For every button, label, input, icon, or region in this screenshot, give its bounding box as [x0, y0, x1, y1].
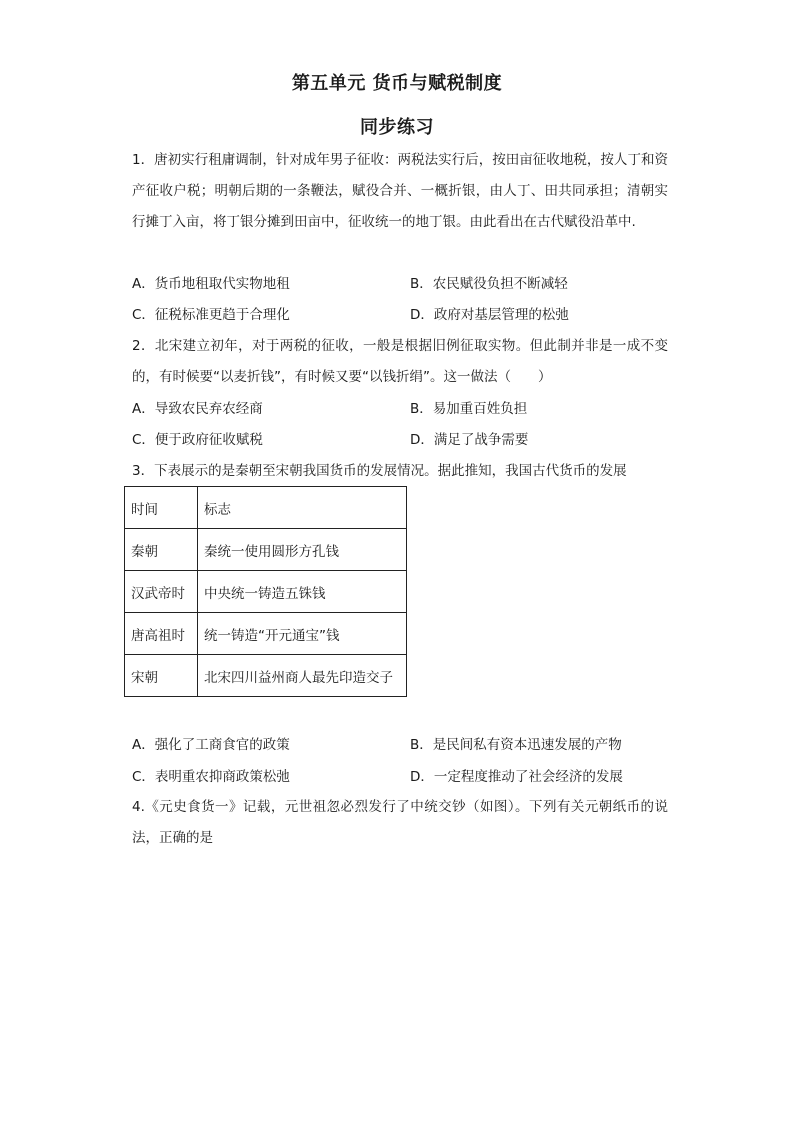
- table-cell-event: 秦统一使用圆形方孔钱: [198, 529, 407, 571]
- question-4-stem: 4.《元史食货一》记载，元世祖忽必烈发行了中统交钞（如图）。下列有关元朝纸币的说法，正确的是: [132, 799, 668, 846]
- q3-option-d: D．一定程度推动了社会经济的发展: [410, 769, 623, 785]
- q3-option-a: A．强化了工商食官的政策: [132, 737, 290, 753]
- q2-option-a: A．导致农民弃农经商: [132, 401, 263, 417]
- currency-history-table: [124, 486, 407, 697]
- table-cell-event: 中央统一铸造五铢钱: [198, 571, 407, 613]
- table-cell-event: 统一铸造“开元通宝”钱: [198, 613, 407, 655]
- q2-option-c: C．便于政府征收赋税: [132, 432, 263, 448]
- table-header-cell: 时间: [125, 487, 198, 529]
- question-3-stem: 3．下表展示的是秦朝至宋朝我国货币的发展情况。据此推知，我国古代货币的发展: [132, 463, 627, 479]
- table-header-cell: 标志: [198, 487, 407, 529]
- table-header-row: [125, 487, 407, 529]
- q1-option-d: D．政府对基层管理的松弛: [410, 307, 569, 323]
- q1-option-c: C．征税标准更趋于合理化: [132, 307, 290, 323]
- table-row: [125, 613, 407, 655]
- q2-option-b: B．易加重百姓负担: [410, 401, 528, 417]
- table-cell-period: 宋朝: [125, 655, 198, 697]
- q3-option-c: C．表明重农抑商政策松弛: [132, 769, 290, 785]
- page-title: 第五单元 货币与赋税制度: [291, 73, 503, 94]
- table-cell-period: 唐高祖时: [125, 613, 198, 655]
- question-1-stem: 1．唐初实行租庸调制，针对成年男子征收：两税法实行后，按田亩征收地税，按人丁和资产征收户税；明朝后期的一条鞭法，赋役合并、一概折银，由人丁、田共同承担；清朝实行摊丁入亩，将丁银分摊到田亩中，征收统一的地丁银。由此看出在古代赋役沿革中.: [132, 152, 668, 230]
- table-cell-event: 北宋四川益州商人最先印造交子: [198, 655, 407, 697]
- page-subtitle: 同步练习: [360, 117, 434, 138]
- table-cell-period: 秦朝: [125, 529, 198, 571]
- q3-option-b: B．是民间私有资本迅速发展的产物: [410, 737, 622, 753]
- question-2-stem: 2．北宋建立初年，对于两税的征收，一般是根据旧例征取实物。但此制并非是一成不变的，有时候要“以麦折钱”，有时候又要“以钱折绢”。这一做法（ ）: [132, 338, 668, 385]
- q2-option-d: D．满足了战争需要: [410, 432, 529, 448]
- table-cell-period: 汉武帝时: [125, 571, 198, 613]
- q1-option-b: B．农民赋役负担不断减轻: [410, 276, 568, 292]
- table-row: [125, 571, 407, 613]
- q1-option-a: A．货币地租取代实物地租: [132, 276, 290, 292]
- table-row: [125, 529, 407, 571]
- table-row: [125, 655, 407, 697]
